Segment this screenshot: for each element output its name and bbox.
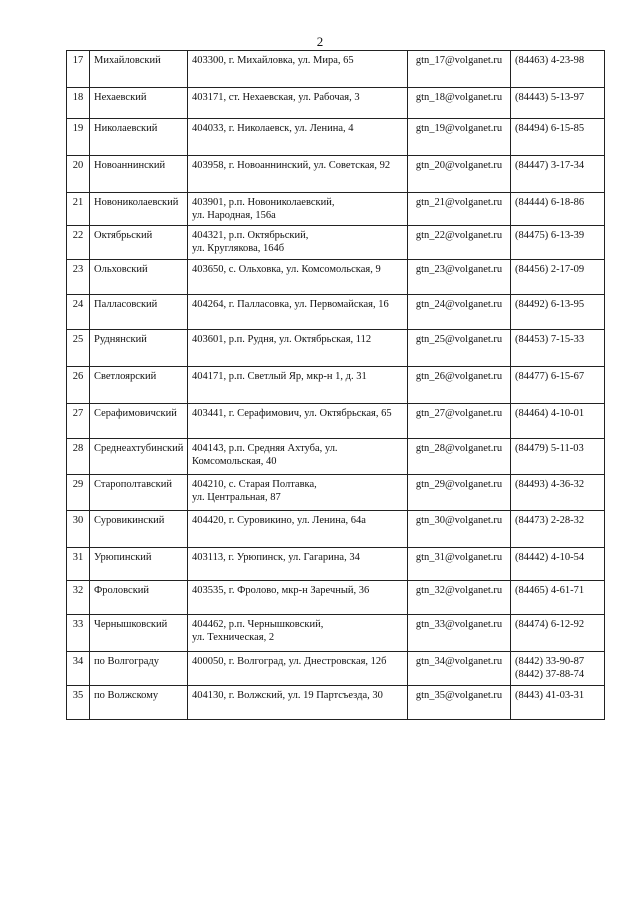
table-row	[67, 193, 605, 226]
address-line: 404130, г. Волжский, ул. 19 Партсъезда, 30	[192, 690, 383, 701]
table-row	[67, 652, 605, 686]
address-line: 403171, ст. Нехаевская, ул. Рабочая, 3	[192, 92, 360, 103]
table-row	[67, 226, 605, 260]
table-row	[67, 404, 605, 439]
address-line: 404420, г. Суровикино, ул. Ленина, 64а	[192, 515, 366, 526]
phone-number: (84475) 6-13-39	[515, 230, 585, 241]
page-number: 2	[316, 34, 324, 49]
phone-cell	[511, 367, 605, 404]
phone-number: (84494) 6-15-85	[515, 123, 585, 134]
phone-cell	[511, 686, 605, 720]
district-name: Среднеахтубинский	[90, 439, 188, 475]
phone-number: (84473) 2-28-32	[515, 515, 585, 526]
email-address: gtn_28@volganet.ru	[408, 439, 511, 475]
address-cell	[188, 404, 408, 439]
phone-number: (8443) 41-03-31	[515, 690, 585, 701]
email-address: gtn_34@volganet.ru	[408, 652, 511, 686]
address-line: 403441, г. Серафимович, ул. Октябрьская, 65	[192, 408, 392, 419]
address-line: 404143, р.п. Средняя Ахтуба, ул.	[192, 443, 338, 454]
email-address: gtn_17@volganet.ru	[408, 51, 511, 88]
phone-cell	[511, 581, 605, 615]
row-number: 21	[67, 193, 90, 226]
address-line: ул. Круглякова, 164б	[192, 243, 285, 255]
phone-number: (84443) 5-13-97	[515, 92, 585, 103]
district-name: Нехаевский	[90, 88, 188, 119]
row-number: 28	[67, 439, 90, 475]
email-address: gtn_33@volganet.ru	[408, 615, 511, 652]
phone-cell	[511, 439, 605, 475]
address-line: ул. Народная, 156а	[192, 210, 276, 222]
email-address: gtn_30@volganet.ru	[408, 511, 511, 548]
address-line: 403901, р.п. Новониколаевский,	[192, 197, 335, 208]
table-row	[67, 581, 605, 615]
address-cell	[188, 88, 408, 119]
row-number: 35	[67, 686, 90, 720]
email-address: gtn_35@volganet.ru	[408, 686, 511, 720]
row-number: 31	[67, 548, 90, 581]
row-number: 29	[67, 475, 90, 511]
address-line: Комсомольская, 40	[192, 456, 277, 468]
phone-cell	[511, 652, 605, 686]
district-name: Ольховский	[90, 260, 188, 295]
address-line: ул. Техническая, 2	[192, 632, 275, 644]
email-address: gtn_27@volganet.ru	[408, 404, 511, 439]
phone-cell	[511, 226, 605, 260]
address-line: 403300, г. Михайловка, ул. Мира, 65	[192, 55, 354, 66]
district-name: Руднянский	[90, 330, 188, 367]
table-row	[67, 439, 605, 475]
table-row	[67, 119, 605, 156]
row-number: 17	[67, 51, 90, 88]
row-number: 34	[67, 652, 90, 686]
district-name: Михайловский	[90, 51, 188, 88]
table-row	[67, 615, 605, 652]
table-row	[67, 51, 605, 88]
row-number: 25	[67, 330, 90, 367]
table-row	[67, 511, 605, 548]
district-name: Октябрьский	[90, 226, 188, 260]
office-directory-table	[66, 50, 605, 720]
phone-number: (84456) 2-17-09	[515, 264, 585, 275]
row-number: 22	[67, 226, 90, 260]
address-line: ул. Центральная, 87	[192, 492, 281, 504]
address-line: 404462, р.п. Чернышковский,	[192, 619, 324, 630]
address-cell	[188, 119, 408, 156]
phone-cell	[511, 330, 605, 367]
phone-number: (84444) 6-18-86	[515, 197, 585, 208]
email-address: gtn_26@volganet.ru	[408, 367, 511, 404]
address-cell	[188, 295, 408, 330]
address-line: 403535, г. Фролово, мкр-н Заречный, 36	[192, 585, 370, 596]
phone-cell	[511, 193, 605, 226]
phone-cell	[511, 475, 605, 511]
address-cell	[188, 439, 408, 475]
phone-number: (8442) 37-88-74	[515, 669, 585, 681]
table-row	[67, 156, 605, 193]
email-address: gtn_20@volganet.ru	[408, 156, 511, 193]
address-cell	[188, 260, 408, 295]
address-cell	[188, 51, 408, 88]
table-row	[67, 367, 605, 404]
address-cell	[188, 156, 408, 193]
district-name: Старополтавский	[90, 475, 188, 511]
email-address: gtn_22@volganet.ru	[408, 226, 511, 260]
email-address: gtn_25@volganet.ru	[408, 330, 511, 367]
email-address: gtn_24@volganet.ru	[408, 295, 511, 330]
row-number: 27	[67, 404, 90, 439]
address-line: 403113, г. Урюпинск, ул. Гагарина, 34	[192, 552, 360, 563]
email-address: gtn_31@volganet.ru	[408, 548, 511, 581]
row-number: 24	[67, 295, 90, 330]
address-line: 404210, с. Старая Полтавка,	[192, 479, 317, 490]
row-number: 20	[67, 156, 90, 193]
district-name: по Волгограду	[90, 652, 188, 686]
row-number: 33	[67, 615, 90, 652]
row-number: 19	[67, 119, 90, 156]
phone-number: (84474) 6-12-92	[515, 619, 585, 630]
phone-cell	[511, 511, 605, 548]
address-line: 403958, г. Новоаннинский, ул. Советская, 92	[192, 160, 391, 171]
address-line: 404264, г. Палласовка, ул. Первомайская, 16	[192, 299, 389, 310]
table-row	[67, 295, 605, 330]
phone-number: (84493) 4-36-32	[515, 479, 585, 490]
phone-number: (84464) 4-10-01	[515, 408, 585, 419]
row-number: 30	[67, 511, 90, 548]
address-line: 404171, р.п. Светлый Яр, мкр-н 1, д. 31	[192, 371, 367, 382]
email-address: gtn_19@volganet.ru	[408, 119, 511, 156]
table-row	[67, 548, 605, 581]
phone-number: (84479) 5-11-03	[515, 443, 584, 454]
district-name: Серафимовичский	[90, 404, 188, 439]
phone-number: (84453) 7-15-33	[515, 334, 585, 345]
district-name: Новоаннинский	[90, 156, 188, 193]
address-cell	[188, 330, 408, 367]
phone-cell	[511, 119, 605, 156]
phone-cell	[511, 51, 605, 88]
address-line: 400050, г. Волгоград, ул. Днестровская, 12б	[192, 656, 387, 667]
district-name: Фроловский	[90, 581, 188, 615]
table-row	[67, 475, 605, 511]
district-name: Суровикинский	[90, 511, 188, 548]
row-number: 18	[67, 88, 90, 119]
phone-cell	[511, 295, 605, 330]
district-name: Светлоярский	[90, 367, 188, 404]
address-cell	[188, 226, 408, 260]
district-name: Палласовский	[90, 295, 188, 330]
address-cell	[188, 367, 408, 404]
address-line: 404321, р.п. Октябрьский,	[192, 230, 309, 241]
phone-cell	[511, 404, 605, 439]
row-number: 32	[67, 581, 90, 615]
address-cell	[188, 652, 408, 686]
phone-cell	[511, 548, 605, 581]
table-row	[67, 260, 605, 295]
phone-number: (84463) 4-23-98	[515, 55, 585, 66]
address-cell	[188, 511, 408, 548]
phone-cell	[511, 156, 605, 193]
row-number: 23	[67, 260, 90, 295]
table-row	[67, 88, 605, 119]
address-cell	[188, 615, 408, 652]
phone-number: (84465) 4-61-71	[515, 585, 585, 596]
address-line: 403650, с. Ольховка, ул. Комсомольская, 9	[192, 264, 381, 275]
table-row	[67, 330, 605, 367]
email-address: gtn_23@volganet.ru	[408, 260, 511, 295]
phone-number: (8442) 33-90-87	[515, 656, 585, 667]
district-name: по Волжскому	[90, 686, 188, 720]
address-cell	[188, 193, 408, 226]
address-cell	[188, 475, 408, 511]
district-name: Николаевский	[90, 119, 188, 156]
phone-number: (84447) 3-17-34	[515, 160, 585, 171]
phone-cell	[511, 88, 605, 119]
phone-number: (84492) 6-13-95	[515, 299, 585, 310]
address-line: 404033, г. Николаевск, ул. Ленина, 4	[192, 123, 354, 134]
email-address: gtn_21@volganet.ru	[408, 193, 511, 226]
phone-cell	[511, 260, 605, 295]
district-name: Урюпинский	[90, 548, 188, 581]
address-cell	[188, 581, 408, 615]
phone-cell	[511, 615, 605, 652]
email-address: gtn_32@volganet.ru	[408, 581, 511, 615]
district-name: Чернышковский	[90, 615, 188, 652]
phone-number: (84477) 6-15-67	[515, 371, 585, 382]
email-address: gtn_29@volganet.ru	[408, 475, 511, 511]
phone-number: (84442) 4-10-54	[515, 552, 585, 563]
row-number: 26	[67, 367, 90, 404]
address-cell	[188, 548, 408, 581]
table-row	[67, 686, 605, 720]
email-address: gtn_18@volganet.ru	[408, 88, 511, 119]
district-name: Новониколаевский	[90, 193, 188, 226]
address-line: 403601, р.п. Рудня, ул. Октябрьская, 112	[192, 334, 372, 345]
address-cell	[188, 686, 408, 720]
